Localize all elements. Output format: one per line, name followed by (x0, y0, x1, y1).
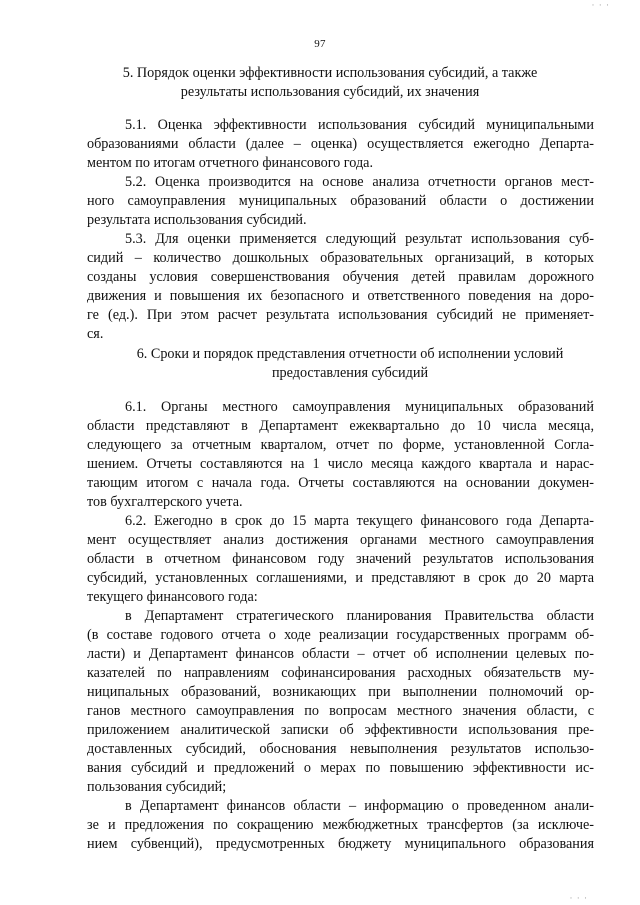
paragraph-6-1: 6.1. Органы местного самоуправления муниципальных образований (125, 399, 594, 415)
text-line: пользования субсидий; (87, 779, 227, 795)
text-line: мент осуществляет анализ достижения органами местного самоуправления (87, 532, 594, 548)
text-line: шением. Отчеты составляются на 1 число месяца каждого квартала и нарас- (87, 456, 594, 472)
heading-line: предоставления субсидий (271, 365, 429, 381)
text-line: ласти) и Департамент финансов области – отчет об исполнении целевых по- (87, 646, 594, 662)
text-line: тающим итогом с начала года. Отчеты составляются на основании докумен- (87, 475, 594, 491)
heading-line: результаты использования субсидий, их значения (180, 84, 480, 100)
text-line: приложением аналитической записки об эффективности использования пре- (87, 722, 594, 738)
text-line: ниципальных образований, возникающих при выполнении полномочий ор- (87, 684, 594, 700)
text-line: результата использования субсидий. (87, 212, 307, 228)
text-line: движения и повышения их безопасного и ответственного поведения на доро- (87, 288, 594, 304)
text-line: сидий – количество дошкольных образовательных организаций, в которых (87, 250, 594, 266)
text-line: ного самоуправления муниципальных образований области о достижении (87, 193, 594, 209)
text-line: ся. (87, 326, 104, 342)
text-line: казателей по направлениям софинансирования расходных обязательств му- (87, 665, 594, 681)
text-line: образованиями области (далее – оценка) осуществляется ежегодно Департа- (87, 136, 594, 152)
text-line: (в составе годового отчета о ходе реализации государственных программ об- (87, 627, 594, 643)
paragraph-6-2: 6.2. Ежегодно в срок до 15 марта текущего финансового года Департа- (125, 513, 594, 529)
heading-line: 5. Порядок оценки эффективности использования субсидий, а также (122, 65, 538, 81)
section-6-heading (105, 345, 595, 383)
text-line: ментом по итогам отчетного финансового года. (87, 155, 374, 171)
text-line: нием субвенций), предусмотренных бюджету муниципального образования (87, 836, 594, 852)
text-line: ганов местного самоуправления по вопросам местного значения области, с (87, 703, 594, 719)
scan-mark-top: · · · (591, 0, 610, 10)
heading-line: 6. Сроки и порядок представления отчетности об исполнении условий (136, 346, 564, 362)
text-line: текущего финансового года: (87, 589, 258, 605)
page-number: 97 (314, 38, 326, 50)
paragraph-5-1: 5.1. Оценка эффективности использования субсидий муниципальными (125, 117, 594, 133)
paragraph-strategic-planning: в Департамент стратегического планирования Правительства области (125, 608, 594, 624)
section-5-heading (100, 64, 560, 102)
text-line: области в отчетном финансовом году значений результатов использования (87, 551, 594, 567)
text-line: тов бухгалтерского учета. (87, 494, 243, 510)
text-line: следующего за отчетным кварталом, отчет по форме, установленной Согла- (87, 437, 594, 453)
paragraph-5-2: 5.2. Оценка производится на основе анализа отчетности органов мест- (125, 174, 594, 190)
paragraph-5-3: 5.3. Для оценки применяется следующий результат использования суб- (125, 231, 594, 247)
text-line: ге (ед.). При этом расчет результата использования субсидий не применяет- (87, 307, 594, 323)
scan-mark-bottom: · · · (569, 893, 588, 903)
text-line: зе и предложения по сокращению межбюджетных трансфертов (за исключе- (87, 817, 594, 833)
paragraph-finance-department: в Департамент финансов области – информацию о проведенном анали- (125, 798, 594, 814)
text-line: доставленных субсидий, обоснования невыполнения результатов использо- (87, 741, 594, 757)
text-line: области представляют в Департамент ежеквартально до 10 числа месяца, (87, 418, 594, 434)
text-line: субсидий, установленных соглашениями, и представляют в срок до 20 марта (87, 570, 594, 586)
text-line: созданы условия совершенствования обучения детей правилам дорожного (87, 269, 594, 285)
text-line: вания субсидий и предложений о мерах по повышению эффективности ис- (87, 760, 594, 776)
